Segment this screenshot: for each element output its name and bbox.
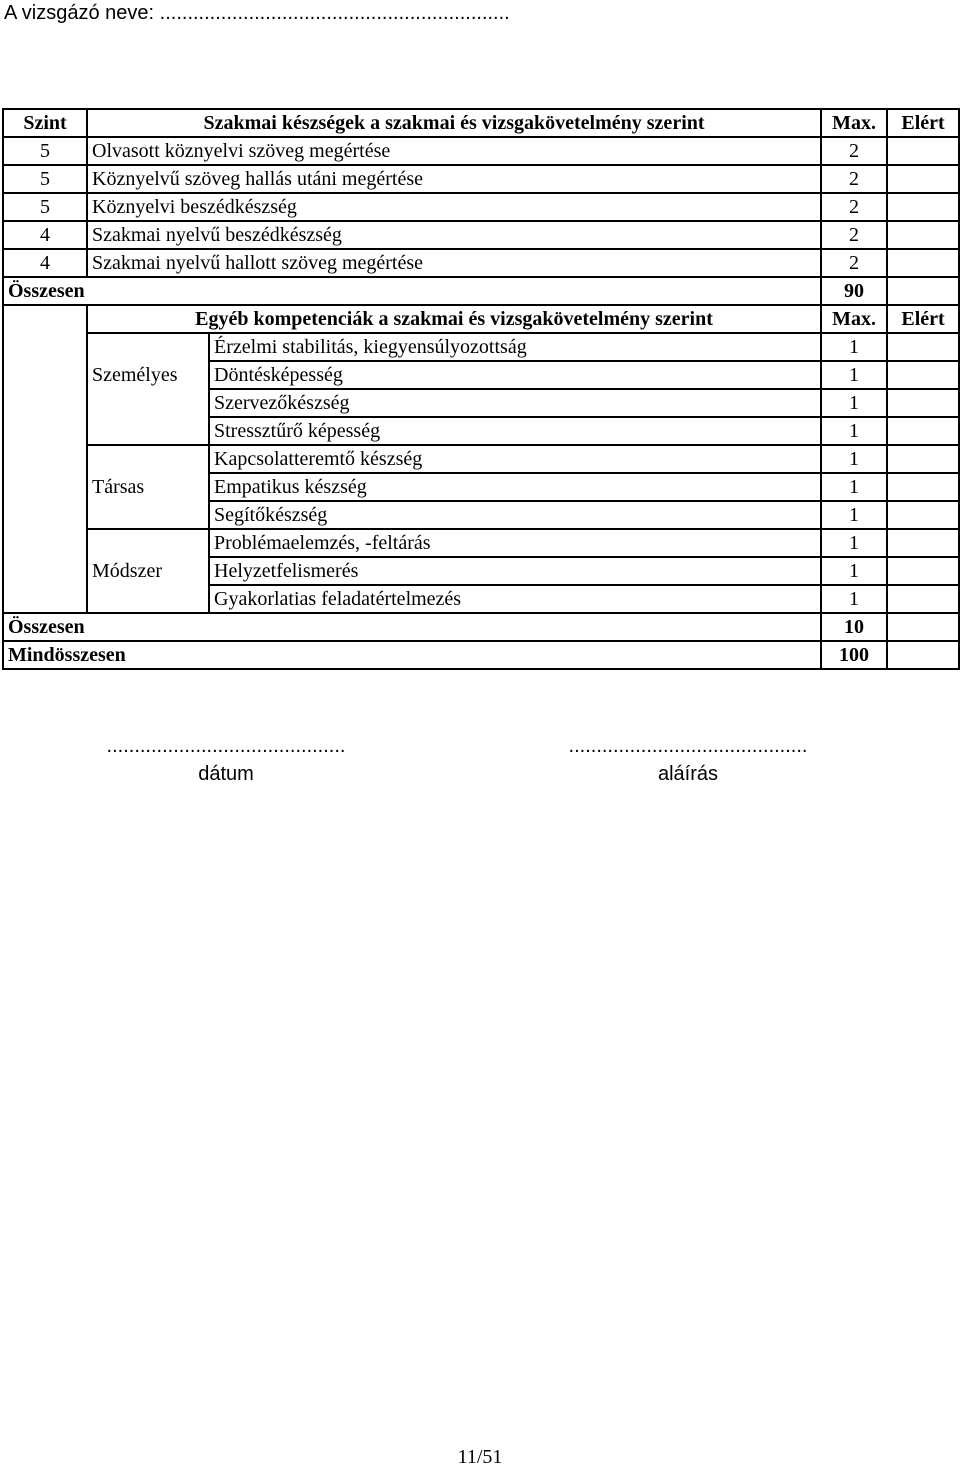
competency-name: Segítőkészség <box>209 501 821 529</box>
competency-max: 1 <box>821 557 887 585</box>
competency-max: 1 <box>821 473 887 501</box>
blank-cell <box>3 445 87 473</box>
blank-cell <box>3 333 87 361</box>
competency-max: 1 <box>821 529 887 557</box>
subtotal-label: Összesen <box>3 277 821 305</box>
blank-cell <box>3 417 87 445</box>
row-name: Szakmai nyelvű hallott szöveg megértése <box>87 249 821 277</box>
date-label: dátum <box>198 763 254 785</box>
competency-elert-cell[interactable] <box>887 417 959 445</box>
header-max: Max. <box>821 109 887 137</box>
competency-name: Helyzetfelismerés <box>209 557 821 585</box>
competency-name: Gyakorlatias feladatértelmezés <box>209 585 821 613</box>
grand-total-max: 100 <box>821 641 887 669</box>
competency-max: 1 <box>821 333 887 361</box>
table-row <box>3 445 959 473</box>
row-name: Szakmai nyelvű beszédkészség <box>87 221 821 249</box>
grand-total-label: Mindösszesen <box>3 641 821 669</box>
row-max: 2 <box>821 249 887 277</box>
blank-cell <box>3 585 87 613</box>
examinee-name-label: A vizsgázó neve: <box>4 2 160 24</box>
row-level: 5 <box>3 165 87 193</box>
competency-elert-cell[interactable] <box>887 445 959 473</box>
table-row <box>3 221 959 249</box>
competency-name: Empatikus készség <box>209 473 821 501</box>
competency-max: 1 <box>821 389 887 417</box>
competency-name: Problémaelemzés, -feltárás <box>209 529 821 557</box>
table-row <box>3 193 959 221</box>
header-elert: Elért <box>887 305 959 333</box>
competency-name: Érzelmi stabilitás, kiegyensúlyozottság <box>209 333 821 361</box>
subtotal-elert-cell[interactable] <box>887 613 959 641</box>
row-max: 2 <box>821 137 887 165</box>
page-number: 11/51 <box>457 1446 503 1468</box>
row-elert-cell[interactable] <box>887 249 959 277</box>
competency-elert-cell[interactable] <box>887 473 959 501</box>
assessment-table <box>2 108 960 670</box>
row-level: 5 <box>3 137 87 165</box>
blank-cell <box>3 557 87 585</box>
competency-name: Kapcsolatteremtő készség <box>209 445 821 473</box>
competency-elert-cell[interactable] <box>887 333 959 361</box>
competency-elert-cell[interactable] <box>887 529 959 557</box>
row-level: 5 <box>3 193 87 221</box>
competency-elert-cell[interactable] <box>887 389 959 417</box>
blank-cell <box>3 305 87 333</box>
blank-cell <box>3 389 87 417</box>
row-name: Köznyelvű szöveg hallás utáni megértése <box>87 165 821 193</box>
row-level: 4 <box>3 249 87 277</box>
signature-label: aláírás <box>657 763 719 785</box>
competency-name: Szervezőkészség <box>209 389 821 417</box>
row-max: 2 <box>821 193 887 221</box>
competency-name: Stressztűrő képesség <box>209 417 821 445</box>
row-name: Köznyelvi beszédkészség <box>87 193 821 221</box>
row-elert-cell[interactable] <box>887 193 959 221</box>
row-elert-cell[interactable] <box>887 137 959 165</box>
subtotal-max: 10 <box>821 613 887 641</box>
competencies-header-row <box>3 305 959 333</box>
examinee-name-dots: ............................................................... <box>159 2 510 24</box>
competency-max: 1 <box>821 445 887 473</box>
subtotal-label: Összesen <box>3 613 821 641</box>
group-name: Módszer <box>87 529 209 613</box>
row-name: Olvasott köznyelvi szöveg megértése <box>87 137 821 165</box>
table-row <box>3 165 959 193</box>
competency-elert-cell[interactable] <box>887 585 959 613</box>
header-skills-title: Szakmai készségek a szakmai és vizsgakövetelmény szerint <box>87 109 821 137</box>
header-szint: Szint <box>3 109 87 137</box>
header-competencies-title: Egyéb kompetenciák a szakmai és vizsgakövetelmény szerint <box>87 305 821 333</box>
signature-block <box>538 732 838 788</box>
subtotal-elert-cell[interactable] <box>887 277 959 305</box>
date-signature-block <box>76 732 376 788</box>
blank-cell <box>3 361 87 389</box>
header-elert: Elért <box>887 109 959 137</box>
group-name: Személyes <box>87 333 209 445</box>
row-level: 4 <box>3 221 87 249</box>
competency-max: 1 <box>821 585 887 613</box>
row-max: 2 <box>821 221 887 249</box>
competency-max: 1 <box>821 501 887 529</box>
blank-cell <box>3 529 87 557</box>
row-max: 2 <box>821 165 887 193</box>
blank-cell <box>3 473 87 501</box>
competency-name: Döntésképesség <box>209 361 821 389</box>
subtotal-row <box>3 613 959 641</box>
header-max: Max. <box>821 305 887 333</box>
subtotal-row <box>3 277 959 305</box>
table-header-row <box>3 109 959 137</box>
subtotal-max: 90 <box>821 277 887 305</box>
group-name: Társas <box>87 445 209 529</box>
row-elert-cell[interactable] <box>887 165 959 193</box>
table-row <box>3 249 959 277</box>
examinee-name-line <box>4 2 510 25</box>
row-elert-cell[interactable] <box>887 221 959 249</box>
competency-elert-cell[interactable] <box>887 361 959 389</box>
competency-elert-cell[interactable] <box>887 557 959 585</box>
competency-max: 1 <box>821 361 887 389</box>
table-row <box>3 529 959 557</box>
competency-elert-cell[interactable] <box>887 501 959 529</box>
grand-total-elert-cell[interactable] <box>887 641 959 669</box>
grand-total-row <box>3 641 959 669</box>
blank-cell <box>3 501 87 529</box>
date-dots[interactable]: ........................................... <box>106 735 346 757</box>
table-row <box>3 333 959 361</box>
table-row <box>3 137 959 165</box>
competency-max: 1 <box>821 417 887 445</box>
signature-dots[interactable]: ........................................... <box>568 735 808 757</box>
